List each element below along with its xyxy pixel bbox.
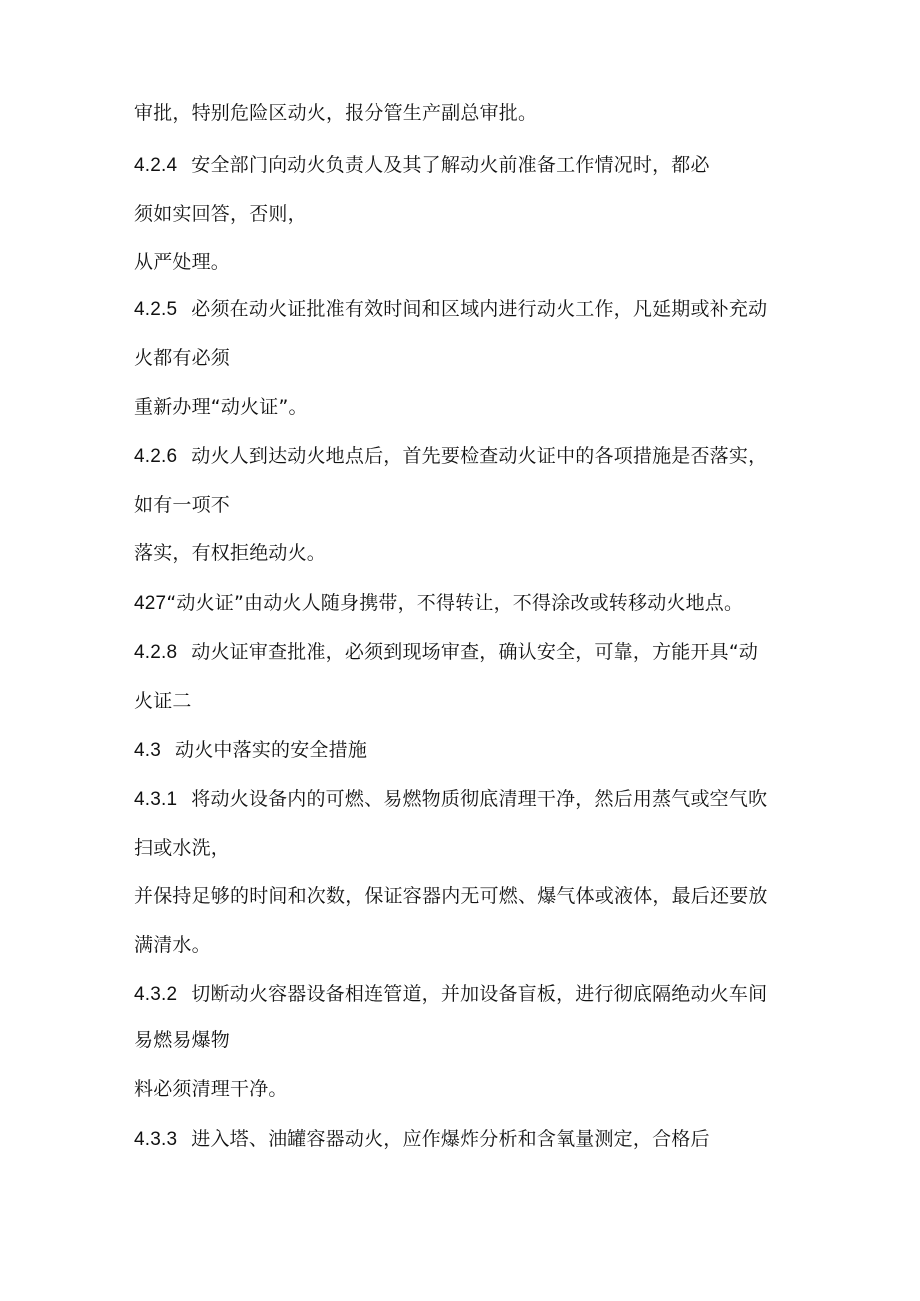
text-line — [134, 637, 820, 667]
text-line — [134, 294, 820, 324]
text-line — [134, 538, 820, 568]
text-line — [134, 1124, 820, 1154]
text-line — [134, 1025, 820, 1055]
line-text: 并保持足够的时间和次数，保证容器内无可燃、爆气体或液体，最后还要放 — [134, 885, 768, 907]
text-line — [134, 979, 820, 1009]
line-text: 动火人到达动火地点后，首先要检查动火证中的各项措施是否落实， — [191, 445, 768, 467]
line-text: 将动火设备内的可燃、易燃物质彻底清理干净，然后用蒸气或空气吹 — [191, 788, 768, 810]
line-text: 如有一项不 — [134, 494, 231, 516]
text-line — [134, 343, 820, 373]
text-line — [134, 150, 820, 180]
text-line — [134, 588, 820, 618]
text-line — [134, 930, 820, 960]
clause-number: 4.3 — [134, 740, 162, 761]
text-line — [134, 833, 820, 863]
text-line — [134, 1074, 820, 1104]
line-text: 切断动火容器设备相连管道，并加设备盲板，进行彻底隔绝动火车间 — [191, 983, 768, 1005]
line-text: 扫或水洗， — [134, 837, 231, 859]
line-text: 必须在动火证批准有效时间和区域内进行动火工作，凡延期或补充动 — [191, 298, 768, 320]
clause-number: 4.3.3 — [134, 1129, 178, 1150]
text-line — [134, 98, 820, 128]
text-line — [134, 686, 820, 716]
text-line — [134, 199, 820, 229]
line-text: 动火中落实的安全措施 — [175, 739, 368, 761]
line-text: 满清水。 — [134, 934, 211, 956]
line-text: 进入塔、油罐容器动火，应作爆炸分析和含氧量测定，合格后 — [191, 1128, 710, 1150]
clause-number: 427 — [134, 593, 167, 614]
text-line — [134, 490, 820, 520]
text-line — [134, 247, 820, 277]
line-text: 火都有必须 — [134, 347, 231, 369]
line-text: 易燃易爆物 — [134, 1029, 231, 1051]
line-text: 火证二 — [134, 690, 192, 712]
line-text: 安全部门向动火负责人及其了解动火前准备工作情况时，都必 — [191, 154, 710, 176]
line-text: 须如实回答，否则， — [134, 203, 307, 225]
line-text: 动火证审查批准，必须到现场审查，确认安全，可靠，方能开具“动 — [191, 641, 759, 663]
text-line — [134, 784, 820, 814]
clause-number: 4.2.6 — [134, 446, 178, 467]
line-text: “动火证”由动火人随身携带，不得转让，不得涂改或转移动火地点。 — [166, 592, 744, 614]
clause-number: 4.3.1 — [134, 789, 178, 810]
clause-number: 4.3.2 — [134, 984, 178, 1005]
text-line — [134, 881, 820, 911]
line-text: 审批，特别危险区动火，报分管生产副总审批。 — [134, 102, 538, 124]
clause-number: 4.2.5 — [134, 299, 178, 320]
text-line — [134, 735, 820, 765]
line-text: 料必须清理干净。 — [134, 1078, 288, 1100]
line-text: 落实，有权拒绝动火。 — [134, 542, 327, 564]
text-line — [134, 392, 820, 422]
clause-number: 4.2.4 — [134, 155, 178, 176]
text-line — [134, 441, 820, 471]
clause-number: 4.2.8 — [134, 642, 178, 663]
line-text: 重新办理“动火证”。 — [134, 396, 308, 418]
line-text: 从严处理。 — [134, 251, 231, 273]
